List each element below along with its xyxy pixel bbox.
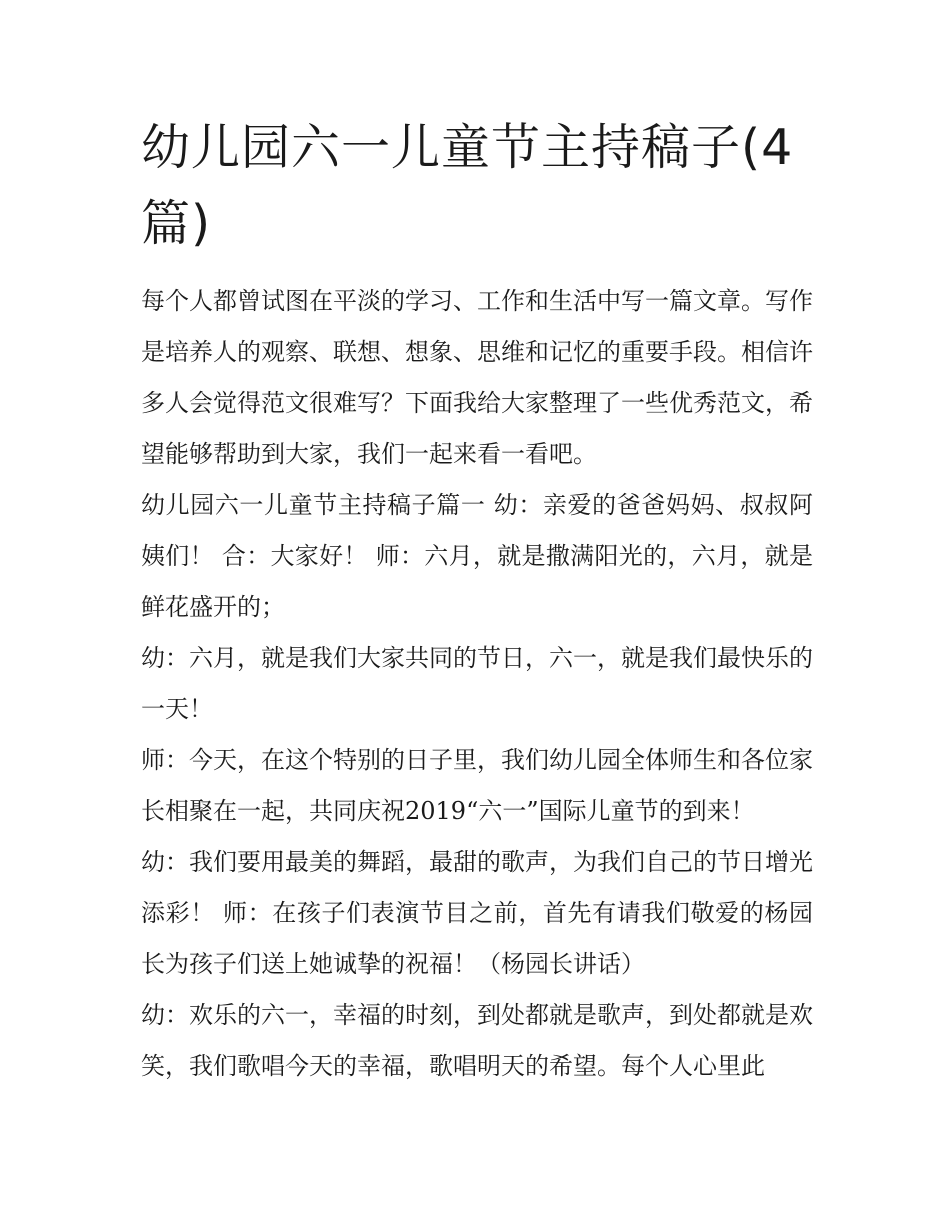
paragraph-intro: 每个人都曾试图在平淡的学习、工作和生活中写一篇文章。写作是培养人的观察、联想、想象、思维和记忆的重要手段。相信许多人会觉得范文很难写？下面我给大家整理了一些优秀范文，希望能够帮助到大家，我们一起来看一看吧。 bbox=[141, 287, 813, 468]
paragraph-4: 幼：我们要用最美的舞蹈，最甜的歌声，为我们自己的节日增光添彩！ 师：在孩子们表演节目之前，首先有请我们敬爱的杨园长为孩子们送上她诚挚的祝福！（杨园长讲话） bbox=[141, 848, 813, 978]
paragraph-1: 幼儿园六一儿童节主持稿子篇一 幼：亲爱的爸爸妈妈、叔叔阿姨们！ 合：大家好！ 师：六月，就是撒满阳光的，六月，就是鲜花盛开的； bbox=[141, 491, 813, 621]
paragraph-2: 幼：六月，就是我们大家共同的节日，六一，就是我们最快乐的一天！ bbox=[141, 644, 813, 723]
document-title: 幼儿园六一儿童节主持稿子(4篇) bbox=[141, 119, 794, 252]
paragraph-5: 幼：欢乐的六一，幸福的时刻，到处都就是歌声，到处都就是欢笑，我们歌唱今天的幸福，歌唱明天的希望。每个人心里此 bbox=[141, 1001, 813, 1080]
paragraph-3: 师：今天，在这个特别的日子里，我们幼儿园全体师生和各位家长相聚在一起，共同庆祝2019“六一”国际儿童节的到来！ bbox=[141, 746, 813, 825]
document-body bbox=[141, 276, 813, 1092]
